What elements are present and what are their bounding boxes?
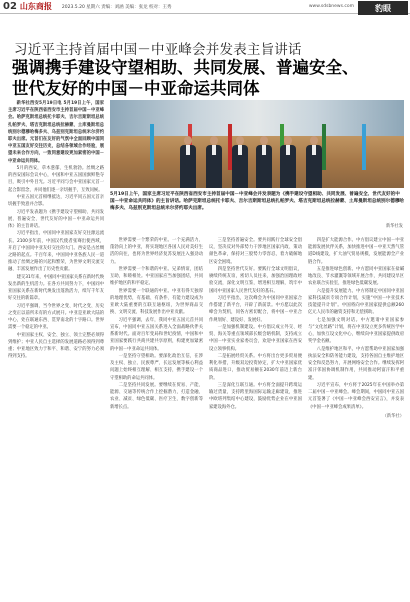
article-paragraph: 世界需要一个繁荣的中亚。一个充满活力、蓬勃向上的中亚，将实现地区各国人民对美好生活的向往，也将为世界经济复苏发展注入强劲动力。: [110, 238, 203, 265]
article-paragraph: 中亚五国元首相继抵达，习近平同五国元首亲切握手致意并合影。: [8, 195, 104, 208]
page-number: 02: [3, 1, 17, 12]
flag-icon: [362, 124, 366, 170]
article-paragraph: 习近平强调，当今世界之变、时代之变、历史之变正以前所未有的方式展开。中亚是亚欧大陆的中心，处在联通东西、贯穿南北的十字路口。世界需要一个稳定的中亚。: [8, 303, 104, 331]
article-paragraph: 二是拓展经贸关系。中方将出台更多贸易便利化举措，升级双边投资协定，扩大中亚国家优质商品进口，推动贸易额在2030年前迈上新台阶。: [209, 354, 302, 381]
person-figure: [180, 136, 196, 188]
article-paragraph: 习近平宣布，中方将于2025年在中国举办第二届中国－中亚峰会。峰会期间，中国同中亚五国元首签署了《中国－中亚峰会西安宣言》，并发表《中国－中亚峰会成果清单》。: [308, 383, 404, 410]
article-paragraph: 七是加强文明对话。中方邀请中亚国家参与“文化丝路”计划，将在中亚设立更多传统医学中心，加快互设文化中心，继续向中亚国家提供政府奖学金名额。: [308, 317, 404, 345]
article-paragraph: 习近平强调，去年，我同中亚五国元首共同宣布，中国同中亚五国关系进入全面战略伙伴关系新时代。面对百年变局和世纪疫情，中国和中亚国家要践行共商共建共享原则，构建更加紧密的中国－中亚命运共同体。: [110, 317, 203, 352]
person-figure: [232, 136, 248, 188]
article-paragraph: 新华社西安5月19日电 5月19日上午，国家主席习近平在陕西省西安市主持首届中国－中亚峰会。哈萨克斯坦总统托卡耶夫、吉尔吉斯斯坦总统扎帕罗夫、塔吉克斯坦总统拉赫蒙、土库曼斯坦总统别尔德穆哈梅多夫、乌兹别克斯坦总统米尔济约耶夫出席。元首们在友好的气氛中全面回顾中国同中亚五国友好交往历史，总结各领域合作经验，展望未来合作方向，一致同意建设更加紧密的中国－中亚命运共同体。: [8, 101, 104, 164]
article-paragraph: 六是提升发展能力。中方将制定中国同中亚国家科技减贫专项合作计划，实施“中国－中亚技术技能提升计划”。中国将向中亚国家提供总额260亿元人民币的融资支持和无偿援助。: [308, 288, 404, 316]
article-paragraph: 习近平发表题为《携手建设守望相助、共同发展、普遍安全、世代友好的中国－中亚命运共同体》的主旨讲话。: [8, 209, 104, 230]
article-paragraph: 习近平指出，中国同中亚国家友好交往源远流长。2100多年前，中国汉代使者张骞出使西域，开启了中国同中亚友好交往的大门。西安是古丝绸之路的起点。千百年来，中国同中亚各族人民一道推动了丝绸之路的兴起和繁荣，为世界文明交流交融、丰富发展作出了历史性贡献。: [8, 231, 104, 273]
article-paragraph: 一是坚持守望相助。要深化政治互信，在涉及主权、独立、民族尊严、长远发展等核心利益问题上始终相互理解、相互支持，携手建设一个守望相助的命运共同体。: [110, 354, 203, 381]
article-column-1: [8, 100, 104, 596]
photo-credit: 新华社发: [385, 224, 403, 229]
person-figure: [280, 136, 296, 188]
article-paragraph: 四是坚持世代友好。要践行全球文明倡议，赓续传统友谊，密切人员往来，加强治国理政经验交流，深化文明互鉴，增进相互理解，筑牢中国同中亚国家人民世代友好的基石。: [209, 267, 302, 294]
person-figure: [206, 136, 222, 188]
flag-icon: [150, 124, 154, 170]
article-byline: （新华社）: [382, 413, 404, 419]
article-paragraph: 习近平指出，这次峰会为中国同中亚国家合作搭建了新平台，开辟了新前景。中方愿以此次峰会为契机，同各方密切配合，将中国－中亚合作规划好、建设好、发展好。: [209, 296, 302, 323]
photo-backdrop: [110, 100, 404, 136]
article-paragraph: 三是深化互联互通。中方将全面提升跨境运输过货量，支持跨里海国际运输走廊建设，推进中欧班列集结中心建设，鼓励优势企业在中亚国家建设海外仓。: [209, 383, 302, 410]
headline-line: 强调携手建设守望相助、共同发展、普遍安全、: [12, 58, 359, 77]
website-url[interactable]: www.sdsbnews.com: [308, 4, 354, 9]
article-headline: [12, 57, 404, 99]
newspaper-name: 山东商报: [19, 2, 52, 11]
article-paragraph: 四是扩大能源合作。中方倡议建立中国－中亚能源发展伙伴关系，加快推进中国－中亚天然气管道D线建设，扩大油气贸易规模，发展能源全产业链合作。: [308, 238, 404, 265]
article-column-2: [110, 237, 203, 596]
article-paragraph: 八是维护地区和平。中方愿帮助中亚国家加强执法安全和防务能力建设，支持各国自主维护地区安全和反恐努力，开展网络安全合作。继续发挥阿富汗邻国协调机制作用，共同推动阿富汗和平重建。: [308, 346, 404, 381]
article-paragraph: 二是坚持共同发展。要继续在贸易、产能、能源、交通等传统合作上挖掘潜力，打造金融、农业、减贫、绿色低碳、医疗卫生、数字创新等新增长点。: [110, 383, 203, 410]
article-paragraph: 世界需要一个和谐的中亚。兄弟情谊，团结互助，和睦相处。中亚国家应当加强团结，共同维护地区的和平稳定。: [110, 267, 203, 287]
summit-group-photo: [110, 100, 404, 188]
article-paragraph: 5月的西安，草木葱郁、生机勃勃。丝绸之路的西安国际会议中心，中国和中亚五国国旗鲜艳夺目，吸引中外目光。习近平同与会中亚国家元首一起合影留念，并同他们逐一亲切握手，互致问候。: [8, 166, 104, 193]
article-paragraph: 五是推进绿色创新。中方愿同中亚国家在盐碱地改良、节水灌溉等领域开展合作，共同建设旱区农业联合实验室，推进绿色低碳发展。: [308, 267, 404, 287]
article-column-4: [308, 237, 404, 596]
person-figure: [256, 136, 272, 188]
date-line: 2023.5.20 星期六 责编：刘涵 美编：张龙 校对：王秀: [61, 4, 172, 10]
headline-line: 世代友好的中国－中亚命运共同体: [12, 79, 260, 98]
article-paragraph: 三是坚持普遍安全。要共同践行全球安全倡议，坚决反对外部势力干涉地区国家内政、策动颜色革命，保持对三股势力零容忍，着力破解地区安全困境。: [209, 238, 302, 265]
article-paragraph: 建交31年来，中国同中亚国家关系在新时代焕发出新的生机活力。在各方共同努力下，中国同中亚国家关系在新时代焕发出蓬勃活力，续写千年友好交往的新篇章。: [8, 274, 104, 302]
article-column-3: [209, 237, 302, 596]
article-paragraph: 一是加强机制建设。中方倡议成立外交、经贸、海关等重点领域部长级会晤机制，支持成立中国－中亚实业家委员会，欢迎中亚国家在西安设立领事机构。: [209, 325, 302, 352]
article-kicker: 习近平主持首届中国－中亚峰会并发表主旨讲话: [14, 42, 302, 58]
article-paragraph: 中亚国家主权、安全、独立、领土完整必须得到维护；中亚人民自主选择的发展道路必须得到尊重；中亚地区致力于和平、和谐、安宁的努力必须得到支持。: [8, 332, 104, 360]
article-paragraph: 世界需要一个联通的中亚。中亚有得天独厚的地理优势，有基础、有条件、有能力建设成为亚欧大陆重要的互联互通枢纽，为世界商品交换、文明交流、科技发展作出中亚贡献。: [110, 288, 203, 316]
photo-caption: 5月19日上午，国家主席习近平在陕西省西安市主持首届中国－中亚峰会并发表题为《携手建设守望相助、共同发展、普遍安全、世代友好的中国－中亚命运共同体》的主旨讲话。哈萨克斯坦总统托卡耶夫、吉尔吉斯斯坦总统扎帕罗夫、塔吉克斯坦总统拉赫蒙、土库曼斯坦总统别尔德穆哈梅多夫、乌兹别克斯坦总统米尔济约耶夫出席。: [110, 192, 405, 211]
person-figure: [306, 136, 322, 188]
section-logo: 豹眼: [358, 1, 408, 15]
flag-icon: [322, 124, 326, 170]
